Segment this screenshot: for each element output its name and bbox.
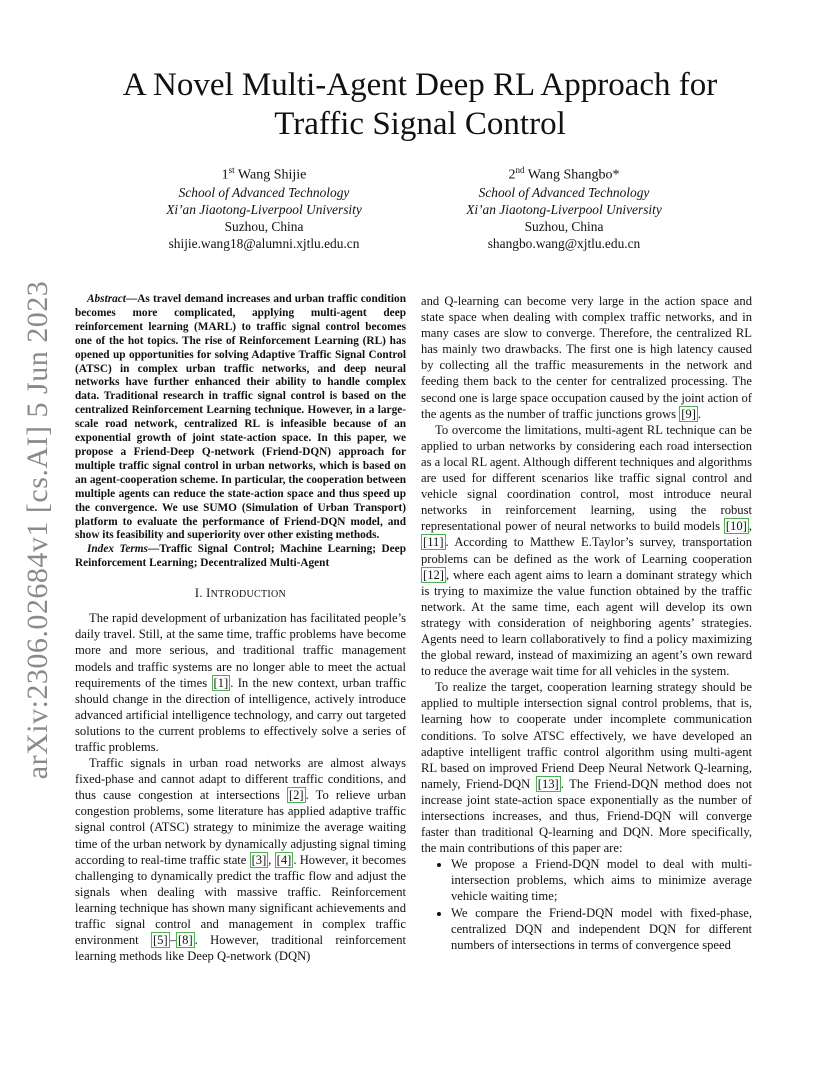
intro-paragraph-1 [75,610,406,755]
author-ordinal-suffix: nd [515,165,525,175]
author-department: School of Advanced Technology [178,184,350,200]
text-run: To overcome the limitations, multi-agent RL technique can be applied to urban networks by considering each road intersection as a local RL agent. Although different techniques and algorithms are used for different scenarios like traffic signal control and vehicle signal coordination control, most introduce neural networks in reinforcement learning, using the robust representational power of neural networks to build models [421,422,752,534]
citation-link[interactable]: [4] [276,852,292,867]
citation-link[interactable]: [10] [725,519,747,534]
author-name: Wang Shijie [237,167,307,183]
author-email[interactable]: shangbo.wang@xjtlu.edu.cn [487,235,641,251]
author-name-line [124,162,404,184]
text-run: . According to Matthew E.Taylor’s survey, transportation problems can be defined as the work of Learning cooperation [421,535,752,566]
section-title-rest: NTRODUCTION [210,589,287,601]
text-run: Traffic signals in urban road networks are almost always fixed-phase and cannot adapt to different traffic conditions, and thus cause congestion at intersections [75,756,406,803]
author-name-line [424,162,704,184]
text-run: . [697,406,702,421]
citation-link[interactable]: [8] [177,933,193,948]
abstract-label: Abstract [87,293,126,305]
index-terms-label: Index Terms [87,543,148,556]
author-university: Xi’an Jiaotong-Liverpool University [166,201,362,217]
author-name: Wang Shangbo* [527,167,620,183]
abstract: Abstract—As travel demand increases and urban traffic condition becomes more complicated, applying multi-agent deep reinforcement learning (MARL) to traffic signal control becomes one of the hot topics. The rise of Reinforcement Learning (RL) has opened up opportunities for solving Adaptive Traffic Signal Control (ATSC) in complex urban traffic networks, and deep neural networks have further enhanced their ability to handle complex data. Traditional research in traffic signal control is based on the centralized Reinforcement Learning technique. However, in a large-scale road network, centralized RL is infeasible because of an exponential growth of joint state-action space. In this paper, we propose a Friend-Deep Q-network (Friend-DQN) approach for multiple traffic signal control in urban networks, which is based on an agent-cooperation scheme. In particular, the cooperation between multiple agents can reduce the state-action space and thus speed up the convergence. We use SUMO (Simulation of Urban Transport) platform to evaluate the performance of Friend-DQN model, and show its feasibility and superiority over other existing methods. [75,293,406,542]
text-run: . To relieve urban congestion problems, some literature has applied adaptive traffic signal control (ATSC) strategy to minimize the average waiting time of the urban network by dynamically adjusting signal timing according to real-time traffic state [75,788,406,867]
title-line-1: A Novel Multi-Agent Deep RL Approach for [122,67,718,103]
citation-link[interactable]: [1] [213,675,229,690]
text-run: . However, it becomes challenging to dynamically predict the traffic flow and adjust the signals when dealing with massive traffic. Reinforcement learning technique has shown many significant achievements and traffic signal control and management in complex traffic environment [75,852,407,948]
author-block-1 [124,162,404,252]
citation-link[interactable]: [9] [681,406,696,421]
text-run: – [169,933,176,948]
text-run: . In the new context, urban traffic should change in the direction of intelligence, actively introduce advanced artificial intelligence technology, and carry out targeted solutions to the current problems to effectively solve a series of traffic problems. [75,675,406,754]
author-university: Xi’an Jiaotong-Liverpool University [466,201,662,217]
intro-paragraph-2 [75,755,406,964]
author-ordinal-suffix: st [228,165,235,175]
list-item: • We compare the Friend-DQN model with fixed-phase, centralized DQN and independent DQN for different numbers of intersections in terms of convergence speed [451,905,752,953]
abstract-text: As travel demand increases and urban traffic condition becomes more complicated, applying multi-agent deep reinforcement learning (MARL) to traffic signal control becomes one of the hot topics. The rise of Reinforcement Learning (RL) has opened up opportunities for solving Adaptive Traffic Signal Control (ATSC) in complex urban traffic networks, and deep neural networks have further enhanced their ability to handle complex data. Traditional research in traffic signal control is based on the centralized Reinforcement Learning technique. However, in a large-scale road network, centralized RL is infeasible because of an exponential growth of joint state-action space. In this paper, we propose a Friend-Deep Q-network (Friend-DQN) approach for multiple traffic signal control in urban networks, which is based on an agent-cooperation scheme. In particular, the cooperation between multiple agents can reduce the state-action space and thus speed up the convergence. We use SUMO (Simulation of Urban Transport) platform to evaluate the performance of Friend-DQN model, and show its feasibility and superiority over other existing methods. [75,293,406,542]
text-run: , [748,519,752,534]
list-item: • We propose a Friend-DQN model to deal with multi-intersection problems, which aims to minimize average vehicle waiting time; [451,856,752,904]
contributions-list [421,856,752,953]
text-run: , [268,852,275,867]
index-terms-text: Traffic Signal Control; Machine Learning; Deep Reinforcement Learning; Decentralized Multi-Agent [75,543,406,570]
intro-paragraph-3 [421,293,752,422]
author-block-2 [424,162,704,252]
author-email[interactable]: shijie.wang18@alumni.xjtlu.edu.cn [168,235,360,251]
text-run: . The Friend-DQN method does not increase joint state-action space exponentially as the number of intersections increases, and thus, Friend-DQN will converge faster than traditional Q-learning and DQN. More specifically, the main contributions of this paper are: [421,776,752,856]
citation-link[interactable]: [13] [537,776,559,791]
text-run: and Q-learning can become very large in the action space and state space when dealing with complex traffic networks, and in many cases are slow to converge. Therefore, the centralized RL has mainly two drawbacks. The first one is high latency caused by collecting all the traffic measurements in the network and feeding them back to the center for centralized processing. The second one is large space occupation caused by the joint action of the agents as the number of traffic junctions grows [421,294,752,421]
index-terms: Index Terms—Traffic Signal Control; Machine Learning; Deep Reinforcement Learning; Decentralized Multi-Agent [75,543,406,570]
section-numeral: I. [194,586,207,601]
citation-link[interactable]: [5] [152,933,168,948]
citation-link[interactable]: [3] [251,852,267,867]
author-ordinal: 1 [221,167,229,183]
author-city: Suzhou, China [224,218,304,234]
author-ordinal: 2 [508,167,516,183]
intro-paragraph-4 [421,422,752,680]
intro-paragraph-5 [421,679,752,856]
section-initial: I [206,586,211,601]
text-run: The rapid development of urbanization has facilitated people’s daily travel. Still, at the same time, traffic problems have become more and more serious, and traditional traffic management models and traffic systems are no longer able to meet the actual requirements of the times [75,611,406,690]
text-run: , where each agent aims to learn a dominant strategy which is trying to maximize the value function obtained by the traffic network. At the same time, each agent will develop its own strategy with consideration of neighboring agents’ strategies. Agents need to learn collaboratively to find a policy maximizing the global reward, instead of maximizing an agent’s own reward to reduce the average wait time for all vehicles in the system. [421,567,752,679]
citation-link[interactable]: [12] [423,567,444,582]
author-department: School of Advanced Technology [478,184,650,200]
title-line-2: Traffic Signal Control [274,106,566,142]
left-column [75,293,406,964]
text-run: . However, traditional reinforcement learning methods like Deep Q-network (DQN) [75,933,406,964]
citation-link[interactable]: [2] [288,788,304,803]
arxiv-side-stamp [18,280,58,780]
arxiv-identifier: arXiv:2306.02684v1 [cs.AI] 5 Jun 2023 [21,280,55,780]
right-column [421,293,752,953]
text-run: To realize the target, cooperation learning strategy should be applied to multiple intersection signal control problems, that is, learning how to cooperate under incomplete communication conditions. To solve ATSC effectively, we have developed an adaptive intelligent traffic control algorithm using multi-agent RL based on improved Friend Deep Neural Network Q-learning, namely, Friend-DQN [421,680,752,791]
author-city: Suzhou, China [524,218,604,234]
paper-title [60,66,780,144]
citation-link[interactable]: [11] [423,535,444,550]
section-heading-introduction [75,585,406,603]
